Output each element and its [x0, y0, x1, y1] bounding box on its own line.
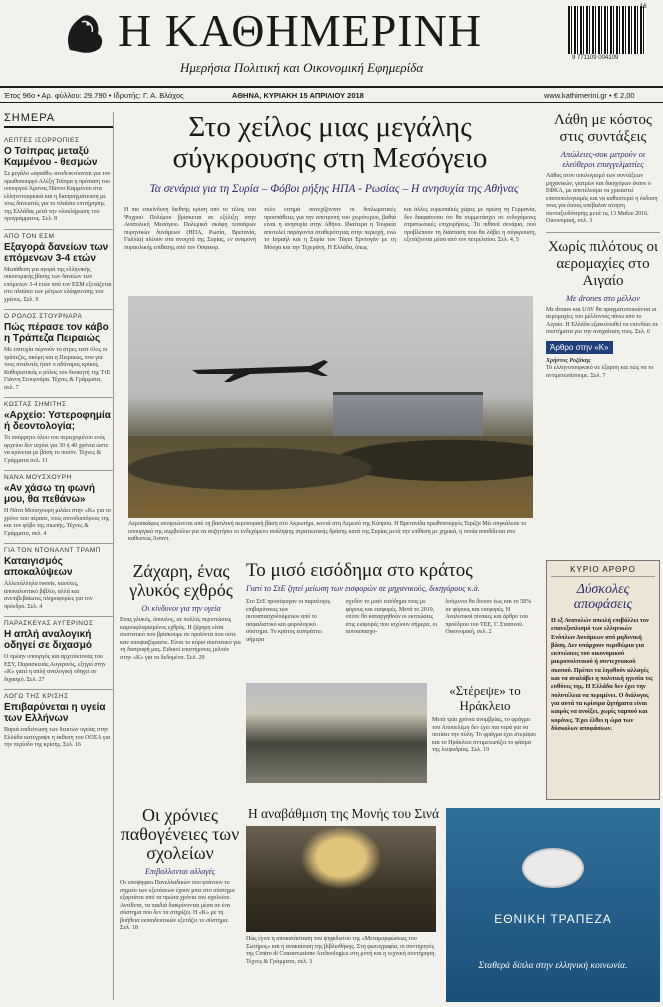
issue-info: Έτος 96ο • Αρ. φύλλου: 29.790 • Ιδρυτής: Γ. Α. Βλάχος — [4, 91, 184, 100]
heraklion-body: Μετά τρία χρόνια ανομβρίας, το φράγμα του Αποσελέμη δεν έχει πια νερά για να ποτίσει την πόλη. Το φράγμα έχει στερέψει και το Ηράκλειο αντιμετωπίζει το φάσμα της λειψυδρίας. Σελ. 19 — [432, 717, 536, 753]
drones-body: Με drones και UAV θα πραγματοποιούνται οι αερομαχίες του μέλλοντος πάνω από το Αιγαίο. Η Ελλάδα εξακολουθεί να επενδύει σε συστήματα για την αναχαίτιση τους. Σελ. 6 — [546, 306, 659, 335]
newspaper-title: Η ΚΑΘΗΜΕΡΙΝΗ — [118, 5, 483, 56]
sidebar-body: Ο πρώην υπουργός και αρχιτέκτονας του ΕΣΥ, Παρασκευάς Αυγερινός, εξηγεί στην «Κ» γιατί η απλή αναλογική οδηγεί σε διχασμό. Σελ. 27 — [4, 654, 106, 683]
sidebar-headline: Επιβαρύνεται η υγεία των Ελλήνων — [4, 702, 106, 724]
schools-story[interactable] — [120, 806, 240, 933]
pensions-subhead: Απώλειες-σοκ μετρούν οι ελεύθεροι επαγγελματίες — [560, 149, 646, 169]
price-info: www.kathimerini.gr • € 2,00 — [544, 91, 635, 100]
sidebar-headline: Πώς πέρασε τον κάβο η Τράπεζα Πειραιώς — [4, 322, 109, 344]
income-headline: Το μισό εισόδημα στο κράτος — [246, 560, 473, 581]
sidebar-headline: Εξαγορά δανείων των επόμενων 3-4 ετών — [4, 241, 109, 264]
info-bar — [0, 89, 663, 103]
sidebar-headline: Η απλή αναλογική οδηγεί σε διχασμό — [4, 629, 92, 651]
sidebar-section: ΛΟΓΩ ΤΗΣ ΚΡΙΣΗΣ — [4, 689, 113, 700]
sugar-subhead: Οι κίνδυνοι για την υγεία — [141, 604, 221, 613]
sidebar-item[interactable] — [4, 543, 113, 611]
right-column — [546, 112, 660, 380]
pensions-body: Λάθος στον υπολογισμό των συντάξεων μηχανικών, γιατρών και δικηγόρων έκανε ο ΕΦΚΑ, με αποτέλεσμα να χρειαστεί επανυπολογισμός και να καθυστερεί η έκδοση τους για όσους υπέβαλαν αίτηση συνταξιοδότησης μετά τις 13 Μαΐου 2016. Οικονομική, σελ. 3 — [546, 173, 658, 224]
lead-column: τολο ειτημά συνεχίζονταν οι διπλωματικές προσπάθειες για την αποτροπή του χειρότερου, βαθιά είναι η ανησυχία στην Αθήνα. Ιδιαίτερα η Τουρκία αποτελεί παράγοντα σταθερότητας στην περιοχή, ενώ το Ισραήλ και η Συρία τον Τάγιπ Ερντογάν με τη Μόσχα και την Τεχεράνη. Η Ελλάδα, όπως — [264, 207, 396, 251]
sidebar-section: ΑΠΟ ΤΟΝ ΕΣΜ — [4, 229, 113, 240]
editorial-body: Η εξ Ανατολών απειλή επιβάλλει τον επανεξοπλισμό των ελληνικών Ενόπλων Δυνάμεων από μηδενική βάση. Δεν υπάρχουν περιθώρια για εκπτώσεις του οικονομικού μικροπολιτικού ή συντεχνιακού σκοπού. Πρέπει να ληφθούν αλλαγές και να αναλάβει η πολιτική ηγεσία τις ευθύνες της. Η Ελλάδα δεν έχει την πολυτέλεια να περιμένει. Ο διάλογος για αυτά τα κρίσιμα ζητήματα είναι καιρός να ανοίξει, χωρίς ταμπού και κορόνες. Έχει έλθει η ώρα των δύσκολων αποφάσεων. — [551, 617, 653, 732]
drones-headline: Χωρίς πιλότους οι αερομαχίες στο Αιγαίο — [548, 238, 658, 289]
sidebar-item[interactable] — [4, 229, 113, 305]
sidebar-body: Σε μεγάλο «αγκάθι» ανοδεικνύονται για τον πρωθυπουργό Αλέξη Τσίπρα η πρόταση του υπουργού Άμυνας Πάνου Καμμένου στα ελληνοτουρκικά και η διαπραγμάτευση με τους δανειστές για το πλαίσιο επιτήρησης της Ελλάδας μετά την ολοκλήρωση του προγράμματος. Σελ. 8 — [4, 171, 111, 222]
date-line: ΑΘΗΝΑ, ΚΥΡΙΑΚΗ 15 ΑΠΡΙΛΙΟΥ 2018 — [232, 91, 364, 100]
barcode-issue: 16 — [640, 4, 647, 10]
sinai-headline: Η αναβάθμιση της Μονής του Σινά — [247, 806, 440, 821]
sidebar-body: Αλλεπάλληλα tweets, καούτες, αποκαλυπτικό βιβλίο, αλλά και ανεπιβεβαίωτες πληροφορίες για τον πρόεδρο. Σελ. 4 — [4, 581, 93, 610]
lead-column: και άλλες ευρωπαϊκές χώρες με πρώτη τη Γερμανία, δεν διαφαίνεται ότι θα συμμετάσχει σε ενδεχόμενες στρατιωτικές επιχειρήσεις. Τα πιθανά σενάρια, πού προβλέπουν τη διάσταση που θα λάβει η σύγκρουση, εξετάζονται μέσα από τον πετρελαίου. Σελ. 4, 5 — [404, 207, 536, 243]
masthead — [0, 0, 663, 88]
reservoir-photo — [246, 683, 427, 783]
editorial-headline: Δύσκολες αποφάσεις — [573, 582, 633, 612]
sidebar-section: ΛΕΠΤΕΣ ΙΣΟΡΡΟΠΙΕΣ — [4, 137, 80, 144]
sidebar-body: Το απόρρητο όλου του περιεχομένου ενός αρχείου δεν ισχύει για 30 ή 40 χρόνια ώστε να κρίνεται με βάση το ποσόν. Τέχνες & Γράμματα σελ. 11 — [4, 435, 109, 464]
author-name: Χρήστος Ροζάκης — [546, 357, 591, 364]
sidebar-headline: «Αν χάσω τη φωνή μου, θα πεθάνω» — [4, 483, 95, 505]
bank-seal-icon — [522, 848, 584, 888]
lead-headline[interactable]: Στο χείλος μιας μεγάλης σύγκρουσης στη Μεσόγειο — [172, 111, 488, 174]
newspaper-subtitle: Ημερήσια Πολιτική και Οικονομική Εφημερίδα — [180, 60, 424, 75]
sugar-body: Ενας γλυκός, ύπουλος, σε πολλές περιπτώσεις καμουφλαρισμένος εχθρός. Η ζάχαρη είναι συστατικό που βρίσκουμε σε προϊόντα που ούτε καν υποψιαζόμαστε. Είναι το κύριο συστατικό για τη διατροφή μας. Ειδικοί επιστήμονες μιλούν στην «Κ» για τα δεδομένα. Σελ. 29 — [120, 617, 241, 661]
sidebar-section: ΚΩΣΤΑΣ ΣΗΜΙΤΗΣ — [4, 397, 113, 408]
sidebar-item[interactable] — [4, 309, 113, 392]
heraklion-story[interactable] — [432, 683, 538, 755]
sidebar-body: Η Νάνα Μούσχουρη μιλάει στην «Κ» για το χρόνο που πέρασε, τους συνοδοιπόρους της και τον φόβο της σιωπής. Τέχνες & Γράμματα, σελ. 4 — [4, 508, 112, 537]
sidebar-item[interactable] — [4, 470, 113, 538]
airplane-icon — [190, 354, 330, 384]
sidebar-body: Βαριά επιδείνωση των δεικτών υγείας στην Ελλάδα κατέγραψε η έκθεση του ΟΟΣΑ για την περίοδο της κρίσης. Σελ. 16 — [4, 727, 111, 748]
sidebar-body: Με επιτυχία πέρνούν το στρες τεστ όλες οι τράπεζες, ακόμη και η Πειραιώς, που για τους αναλυτές ήταν ο αδύναμος κρίκος. Καθοριστικός ο ρόλος του διοικητή της ΤτΕ Γιάννη Στουρνάρα. Τέχνες & Γράμματα, σελ. 7 — [4, 347, 111, 391]
editorial-tag: ΚΥΡΙΟ ΑΡΘΡΟ — [551, 565, 655, 577]
lead-photo-caption: Αεροσκάφος απογειώνεται από τη βασιλική αεροπορική βάση στο Ακρωτήρι, κοντά στη Λεμεσό της Κύπρου. Η Βρετανίδα πρωθυπουργός Τερέζα Μέι συγκάλεσε το υπουργικό της συμβούλιο για να συζητήσει το ενδεχόμενο ανάληψης στρατιωτικής δράσης κατά της Συρίας μετά την επίθεση με χημικά, η οποία αποδίδεται στο καθεστώς Άσαντ. — [128, 521, 527, 542]
lead-subhead: Τα σενάρια για τη Συρία – Φόβοι ρήξης ΗΠΑ - Ρωσίας – Η ανησυχία της Αθήνας — [149, 183, 519, 195]
income-column: λούμενοι θα δίνουν έως και το 58% σε φόρους και εισφορές. Η Αναλυτικοί πίνακες και άρθρο του προέδρου του ΤΕΕ, Γ. Στασινού. Οικονομική, σελ. 2 — [445, 599, 532, 635]
sidebar-item[interactable] — [4, 397, 113, 465]
sidebar-headline: «Αρχείο: Υστεροφημία ή δεοντολογία; — [4, 410, 111, 432]
schools-subhead: Επιβαλλονται αλλαγές — [145, 867, 215, 876]
income-subhead: Γιατί το ΣτΕ ζητεί μείωση των εισφορών σε μηχανικούς, δικηγόρους κ.ά. — [246, 584, 480, 593]
sidebar-section: ΓΙΑ ΤΟΝ ΝΤΟΝΑΛΝΤ ΤΡΑΜΠ — [4, 543, 113, 554]
sidebar-item[interactable] — [4, 134, 113, 224]
sidebar-headline: Ο Τσίπρας μεταξύ Καμμένου - θεσμών — [4, 146, 98, 168]
lead-column: Η πιο επικίνδυνη διεθνής κρίση από το τέλος του Ψυχρού Πολέμου βρίσκεται σε εξέλιξη στην Ανατολική Μεσόγειο. Πολεμικά σκάφη τεσσάρων πυρηνικών δυνάμεων (ΗΠΑ, Ρωσία, Βρετανία, Γαλλία) πλέουν στα ανοιχτά της Συρίας, εν αναμονή πυραυλικής επίθεσης από τον Οσφικορ. — [124, 207, 256, 251]
schools-body: Οι υποψηφιοι Πανελλαδικών που φτάνουν το σημείο των εξετάσεων έχουν μπει στο σύστημα εξαρτάται από τα πρώτα χρόνια του σχολείου. Αντίθετα, τα παιδιά διακρίνονται μέσα σε ένα σύστημα που δεν τα στηρίζει. Η «Κ» με τη βοήθεια εκπαιδευτικών εξετάζει το σύστημα. Σελ. 18 — [120, 880, 235, 931]
article-badge: Άρθρο στην «Κ» — [546, 341, 613, 354]
pensions-headline: Λάθη με κόστος στις συντάξεις — [554, 112, 652, 145]
heraklion-headline: «Στέρεψε» το Ηράκλειο — [449, 683, 521, 713]
sidebar-section: Ο ΡΟΛΟΣ ΣΤΟΥΡΝΑΡΑ — [4, 309, 113, 320]
airbase-photo — [128, 296, 533, 518]
lead-body — [124, 207, 536, 273]
bank-name: ΕΘΝΙΚΗ ΤΡΑΠΕΖΑ — [494, 912, 612, 926]
sidebar-header: ΣΗΜΕΡΑ — [4, 112, 113, 128]
pensions-story[interactable] — [546, 112, 660, 226]
author-teaser[interactable]: Το ελληνοτουρκικό σε έξαρση και πώς να το αντιμετωπίσουμε. Σελ. 7 — [546, 365, 654, 379]
treeline-shape — [128, 436, 533, 518]
income-body — [246, 599, 538, 644]
sugar-story[interactable] — [120, 562, 242, 662]
sugar-headline: Ζάχαρη, ένας γλυκός εχθρός — [129, 561, 233, 600]
bank-tagline: Σταθερά δίπλα στην ελληνική κοινωνία. — [478, 961, 628, 971]
sidebar-headline: Καταιγισμός αποκαλύψεων — [4, 556, 73, 578]
income-column: σχεδόν το μισό εισόδημα τους με φόρους και εισφορές. Μετά το 2019, οπότε θα καταργηθούν οι εκπτώσεις στις εισφορές που ισχύουν σήμερα, οι αυτοαπασχο- — [345, 599, 438, 635]
income-story[interactable] — [246, 560, 538, 644]
sidebar-body: Μεσάθεση για αγορά της ελληνικής οικονομικής βάσης των δανείων των επόμενων 3-4 ετών από τον ΕΣΜ εξετάζεται στο πλαίσιο των μέτρων ελάφρυνσης του χρέους. Σελ. 9 — [4, 266, 112, 303]
editorial-box — [546, 560, 660, 800]
sidebar-section: ΠΑΡΑΣΚΕΥΑΣ ΑΥΓΕΡΙΝΟΣ — [4, 616, 113, 627]
barcode-digits: 9 771109 004109 — [572, 55, 619, 61]
divider — [546, 232, 660, 233]
sidebar-section: ΝΑΝΑ ΜΟΥΣΧΟΥΡΗ — [4, 470, 113, 481]
sinai-photo — [246, 826, 436, 932]
drones-story[interactable] — [546, 239, 660, 337]
owl-logo-icon — [62, 10, 106, 56]
sidebar-item[interactable] — [4, 689, 113, 750]
sidebar-item[interactable] — [4, 616, 113, 684]
sinai-caption: Πώς έγινε η αποκατάσταση του ψηφιδωτού της «Μεταμορφώσεως του Σωτήρος» και η ανακαίνιση της βιβλιοθήκης. Στη φωτογραφία, οι συντηρητές της Centro di Conservazione Archeologica στη μονή και η τεχνική συντήρηση. Τέχνες & Γράμματα, σελ. 3 — [246, 936, 436, 965]
schools-headline: Οι χρόνιες παθογένειες των σχολείων — [120, 805, 240, 863]
sinai-story[interactable] — [246, 806, 441, 822]
barcode — [568, 6, 646, 54]
sidebar-today — [4, 112, 114, 1000]
income-column: Στο ΣτΕ προσέφυγαν οι παραλογες επιβαρύνσεις των αυτοαπασχολούμενων από το ασφαλιστικό και φορολογικό σύστημα. Το κράτος εισπράττει σήμερα — [246, 599, 331, 643]
bank-advertisement[interactable] — [446, 808, 660, 1002]
drones-subhead: Με drones στο μέλλον — [565, 292, 641, 303]
